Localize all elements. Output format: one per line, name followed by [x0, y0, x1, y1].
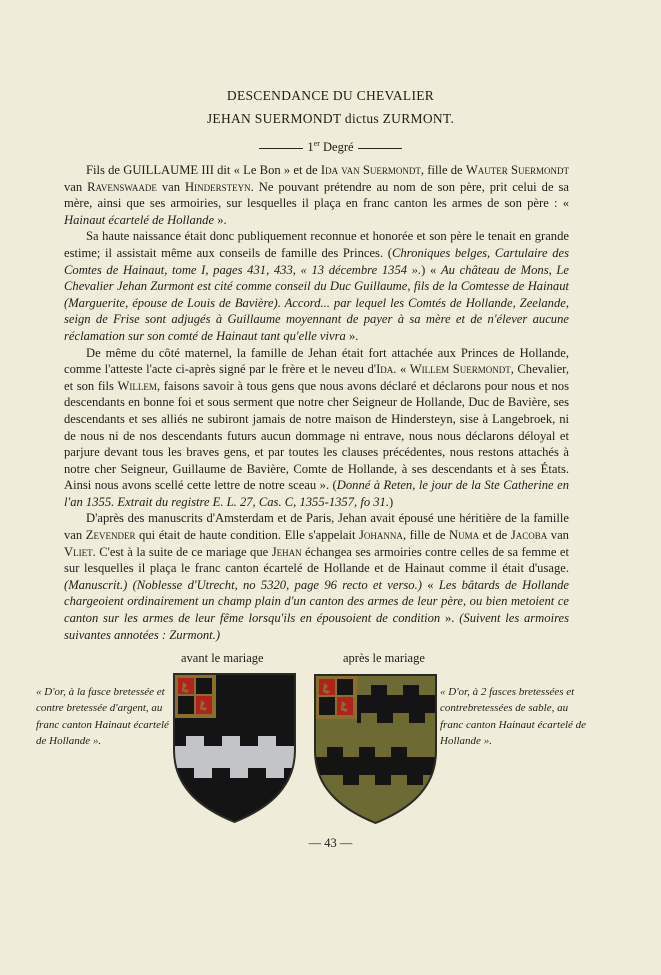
- franc-canton: [315, 675, 357, 719]
- text-run: Jacoba: [510, 528, 548, 543]
- text-run: , fille de: [420, 163, 466, 177]
- paragraph: [64, 162, 569, 228]
- text-run: Hainaut écartelé de Hollande: [64, 212, 215, 227]
- coat-of-arms-after: [313, 673, 438, 825]
- text-run: Ida van Suermondt: [320, 163, 421, 177]
- text-run: , faisons savoir à tous gens que nous avons déclaré et déclarons pour nous et nos descendants en bonne foi et sous serment que notre cher Seigneur de Hollande, Duc de Bavière, ses descendants et ses alliés ne subiront jamais de notre maison de Hindersteyn, sise à Langebroek, ni de nous ni de nos descendants futurs aucun dommage ni entrave, nous nous déclarons déloyal et parjure devant tous les braves gens, et par toutes les clauses précédentes, nous restons attachés à notre cher Seigneur, Guillaume de Bavière, Comte de Hollande, à ses descendants et à ses États. Ainsi nous avons scellé cette lettre de notre sceau ». (: [64, 378, 569, 493]
- coat-of-arms-before: [172, 672, 297, 824]
- label-after-marriage: après le mariage: [343, 651, 425, 665]
- text-run: Zevender: [85, 528, 136, 543]
- text-run: Donné à Reten, le jour de la Ste Catherine en l'an 1355. Extrait du registre E. L. 27, Cas. C, 1355-1357, fo 31.: [64, 478, 569, 509]
- text-run: ): [389, 494, 394, 509]
- blazon-before: « D'or, à la fasce bretessée et contre bretessée d'argent, au franc canton Hainaut écartelé de Hollande ».: [36, 686, 169, 747]
- text-run: Jehan: [271, 544, 302, 559]
- text-run: (Manuscrit.) (Noblesse d'Utrecht, no 5320, page 96 recto et verso.): [64, 577, 422, 592]
- text-run: Vliet: [64, 544, 93, 559]
- text-run: Willem: [117, 378, 157, 393]
- text-run: qui était de haute condition. Elle s'appelait: [135, 528, 360, 543]
- paragraph: [64, 228, 569, 344]
- left-rule: [259, 148, 303, 149]
- right-rule: [358, 148, 402, 149]
- page-title: DESCENDANCE DU CHEVALIER: [226, 88, 435, 103]
- degree-word: Degré: [323, 140, 354, 155]
- text-run: ) «: [421, 262, 441, 277]
- text-run: Hindersteyn: [185, 179, 251, 194]
- text-run: Au château de Mons, Le Chevalier Jehan Zurmont est cité comme conseil du Duc Guillaume, fils de la Comtesse de Hainaut (Marguerite, épouse de Louis de Bavière). Accord... par lequel les Comtés de Hollande, Zeelande, seign de Frise sont adjugés à Guillaume moyennant de payer à sa mère et de n'élever aucune réclamation sur son comté de Hainaut tant qu'elle vivra: [64, 262, 569, 343]
- degree-heading: [0, 139, 661, 155]
- text-run: ».: [214, 212, 227, 227]
- text-run: «: [421, 577, 439, 592]
- body-text: [64, 162, 569, 643]
- text-run: , fille de: [402, 528, 449, 543]
- text-run: Johanna: [359, 528, 403, 543]
- text-run: Les bâtards de Hollande chargeoient ordinairement un champ plain d'un canton des armes de leur père, ou bien metoient ce canton sur les armes de leur fême lorsqu'ils en épousoient de condition: [64, 577, 570, 626]
- label-before-marriage: avant le mariage: [181, 651, 264, 665]
- text-run: . Ne pouvant prétendre au nom de son père, prit celui de sa mère, ainsi que ses armoiries, sur lesquelles il plaça en franc canton les armes de son père : «: [64, 179, 569, 211]
- text-run: van: [156, 179, 186, 194]
- franc-canton: [174, 674, 216, 718]
- paragraph: [64, 345, 569, 511]
- text-run: et de: [479, 528, 511, 543]
- text-run: , Chevalier, et son fils: [64, 362, 569, 393]
- text-run: D'après des manuscrits d'Amsterdam et de Paris, Jehan avait épousé une héritière de la famille van: [64, 511, 569, 543]
- text-run: Fils de GUILLAUME III dit « Le Bon » et de: [86, 163, 321, 177]
- degree-ordinal: er: [313, 139, 320, 148]
- text-run: . «: [393, 362, 410, 377]
- text-run: De même du côté maternel, la famille de Jehan était fort attachée aux Princes de Hollande, comme l'atteste l'acte ci-après signé par le frère et le neveu d': [64, 345, 569, 377]
- text-run: Ravenswaade: [87, 179, 157, 194]
- blazon-after: « D'or, à 2 fasces bretessées et contrebretessées de sable, au franc canton Hainaut écartelé de Hollande ».: [440, 686, 587, 747]
- text-run: Sa haute naissance était donc publiquement reconnue et honorée et son père le tenait en grande estime; il assistait même aux conseils de famille des Princes. (: [64, 229, 569, 260]
- degree-number: 1: [307, 140, 314, 155]
- text-run: Willem Suermondt: [409, 362, 511, 377]
- text-run: Numa: [448, 528, 480, 543]
- text-run: échangea ses armoiries contre celles de sa femme et sur lesquelles il plaça le franc canton écartelé de Hollande et de Hainaut comme il était d'usage.: [64, 544, 569, 576]
- text-run: Wauter Suermondt: [465, 163, 569, 177]
- text-run: . C'est à la suite de ce mariage que: [92, 544, 272, 559]
- text-run: (Suivent les armoires suivantes annotées : Zurmont.): [64, 611, 569, 642]
- text-run: ».: [345, 328, 359, 343]
- text-run: van: [64, 179, 88, 194]
- text-run: Chroniques belges, Cartulaire des Comtes de Hainaut, tome I, pages 431, 433, « 13 décembre 1354 ».: [64, 245, 569, 277]
- page-number: — 43 —: [308, 836, 353, 850]
- text-run: ».: [440, 611, 460, 626]
- paragraph: [64, 510, 569, 643]
- text-run: van: [547, 528, 569, 543]
- text-run: Ida: [376, 362, 394, 377]
- page-subtitle: JEHAN SUERMONDT dictus ZURMONT.: [206, 111, 455, 126]
